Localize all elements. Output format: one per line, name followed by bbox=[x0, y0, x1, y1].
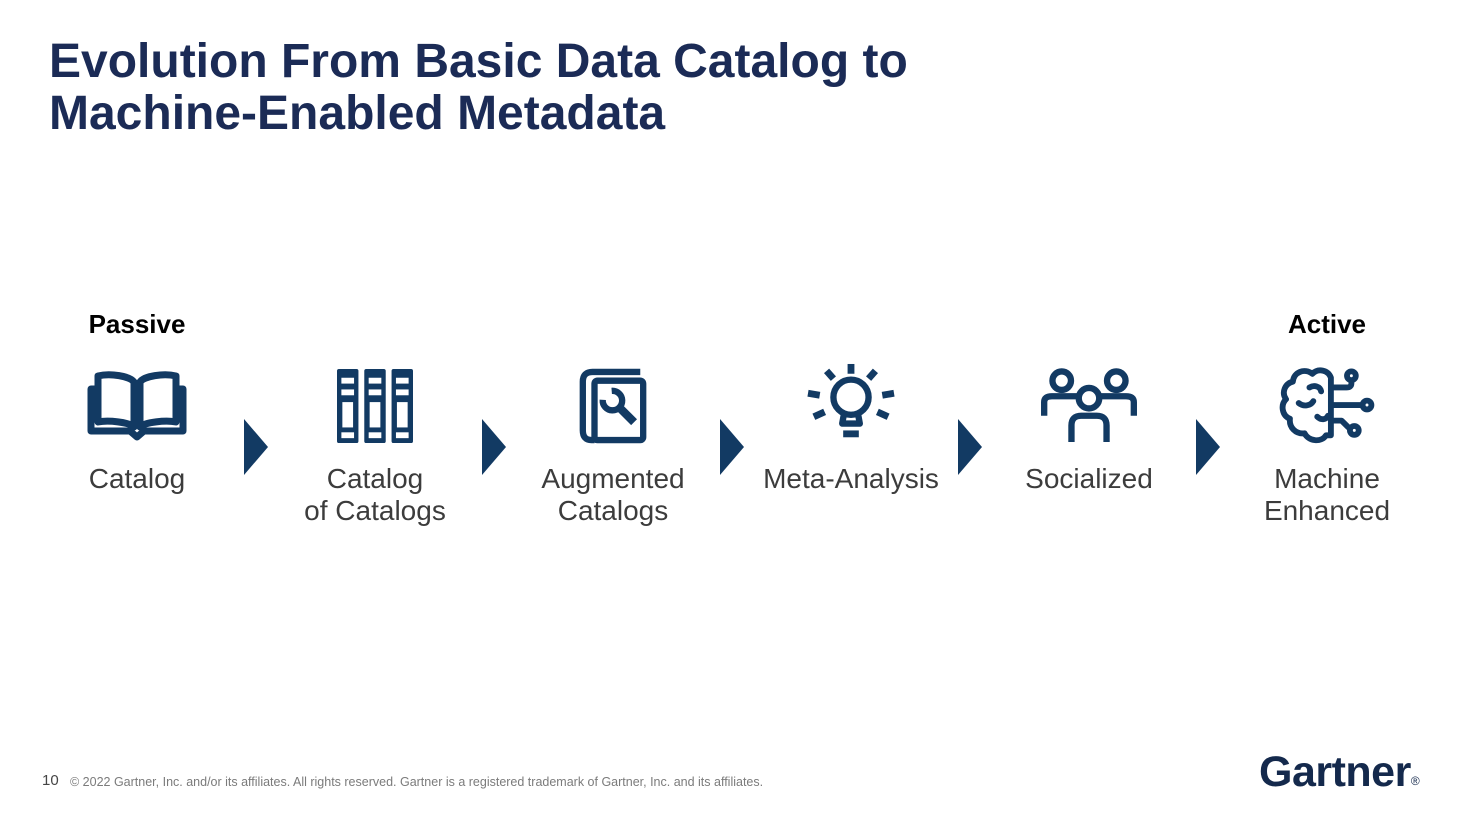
arrow-right-icon bbox=[958, 419, 982, 475]
page-title bbox=[49, 36, 908, 140]
passive-label: Passive bbox=[88, 309, 186, 339]
copyright-text: © 2022 Gartner, Inc. and/or its affiliates. All rights reserved. Gartner is a registered trademark of Gartner, Inc. and its affiliates. bbox=[70, 775, 764, 789]
registered-trademark-symbol: ® bbox=[1410, 774, 1420, 788]
stage-augmented-catalogs bbox=[494, 309, 732, 539]
page-number: 10 bbox=[42, 772, 59, 789]
stage-caption: Catalog of Catalogs bbox=[304, 463, 446, 526]
book-spines-icon bbox=[336, 368, 414, 444]
arrow-right-icon bbox=[244, 419, 268, 475]
stage-caption: Catalog bbox=[88, 463, 186, 494]
stage-machine-enhanced bbox=[1208, 309, 1446, 539]
stage-catalog bbox=[18, 309, 256, 539]
evolution-flow-diagram bbox=[18, 309, 1446, 539]
stage-caption: Meta-Analysis bbox=[763, 463, 939, 494]
page-title-line1: Evolution From Basic Data Catalog to bbox=[49, 35, 908, 88]
book-wrench-icon bbox=[576, 367, 650, 445]
stage-caption: Socialized bbox=[1025, 463, 1153, 494]
stage-meta-analysis bbox=[732, 309, 970, 539]
stage-catalog-of-catalogs bbox=[256, 309, 494, 539]
arrow-right-icon bbox=[482, 419, 506, 475]
brain-circuit-icon bbox=[1277, 366, 1377, 446]
open-book-icon bbox=[86, 365, 188, 447]
stage-caption: Augmented Catalogs bbox=[541, 463, 685, 526]
stage-socialized bbox=[970, 309, 1208, 539]
gartner-logo: Gartner® bbox=[1259, 748, 1420, 796]
active-label: Active bbox=[1287, 309, 1367, 339]
lightbulb-rays-icon bbox=[806, 363, 896, 449]
arrow-right-icon bbox=[720, 419, 744, 475]
arrow-right-icon bbox=[1196, 419, 1220, 475]
people-group-icon bbox=[1040, 368, 1138, 444]
stage-caption: Machine Enhanced bbox=[1263, 463, 1391, 526]
page-title-line2: Machine-Enabled Metadata bbox=[49, 87, 666, 140]
